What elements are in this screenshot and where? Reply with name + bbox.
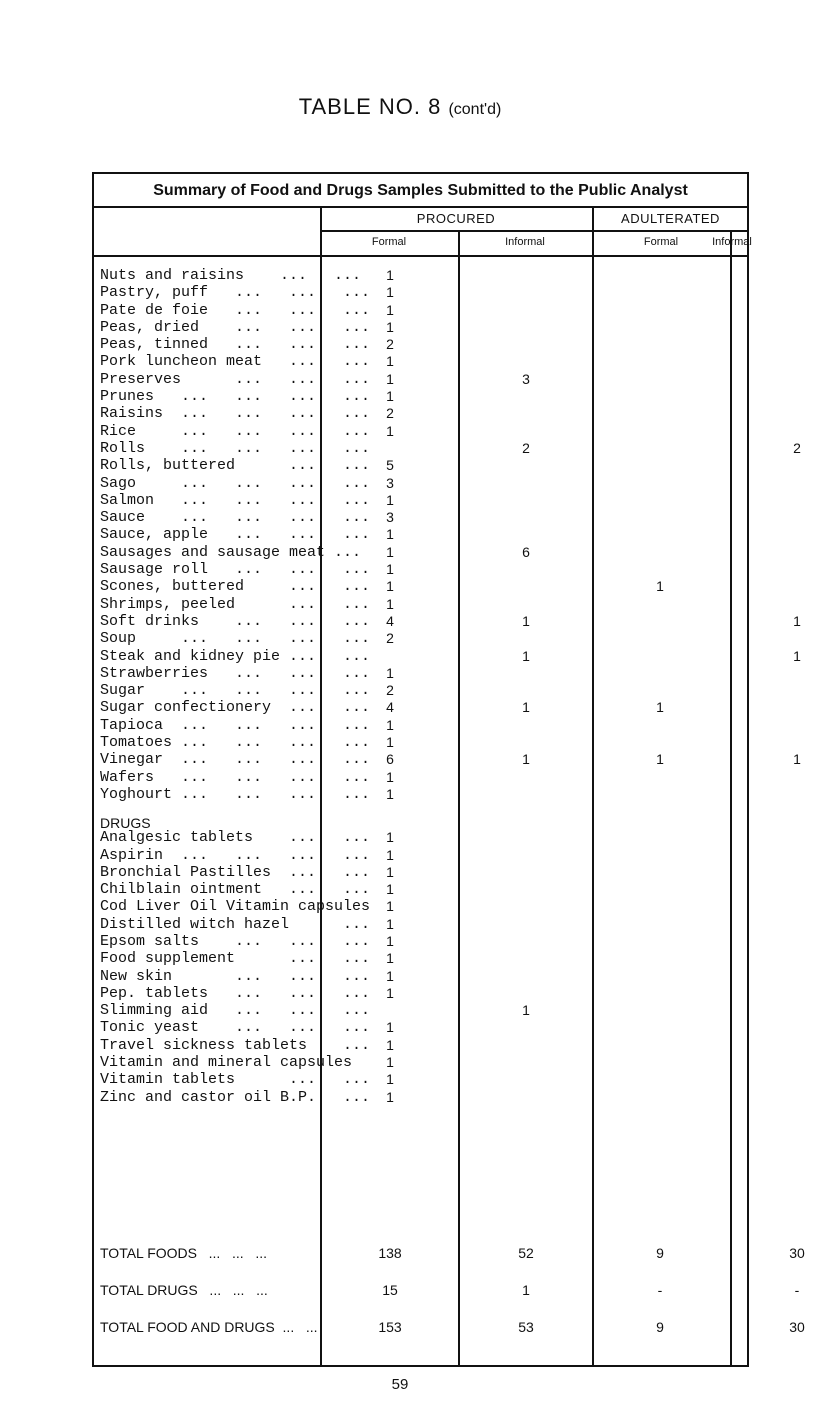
row-label: Prunes ... ... ... ... <box>100 388 371 406</box>
row-label: Yoghourt ... ... ... ... <box>100 785 371 803</box>
drugs-heading: DRUGS <box>100 815 151 832</box>
row-label: Pastry, puff ... ... ... <box>100 284 371 302</box>
row-label: Salmon ... ... ... ... <box>100 491 371 509</box>
row-label: Slimming aid ... ... ... <box>100 1002 371 1020</box>
table-row <box>94 950 747 967</box>
procured-formal-cell: 1 <box>386 768 394 785</box>
procured-formal-cell: 2 <box>386 630 394 647</box>
procured-informal-cell: 6 <box>522 543 530 560</box>
table-row <box>94 353 747 370</box>
group-adulterated: ADULTERATED <box>621 211 720 226</box>
drugs-section-heading <box>94 803 747 832</box>
row-label: Scones, buttered ... ... <box>100 578 371 596</box>
row-label: Wafers ... ... ... ... <box>100 768 371 786</box>
table-row <box>94 916 747 933</box>
procured-formal-cell: 1 <box>386 561 394 578</box>
row-label: Food supplement ... ... <box>100 950 371 968</box>
adulterated-formal-cell: 1 <box>656 751 664 768</box>
row-label: Zinc and castor oil B.P. ... <box>100 1088 371 1106</box>
table-row <box>94 1002 747 1019</box>
table-row <box>94 864 747 881</box>
procured-formal-cell: 5 <box>386 457 394 474</box>
row-label: Rolls ... ... ... ... <box>100 439 371 457</box>
table-row <box>94 665 747 682</box>
procured-formal-total: 153 <box>378 1319 402 1335</box>
table-row <box>94 336 747 353</box>
table-row <box>94 492 747 509</box>
row-label: Distilled witch hazel ... <box>100 915 371 933</box>
table-row <box>94 881 747 898</box>
header-divider <box>94 255 747 257</box>
row-label: Preserves ... ... ... <box>100 370 371 388</box>
procured-formal-cell: 1 <box>386 829 394 846</box>
table-row <box>94 699 747 716</box>
table-row <box>94 267 747 284</box>
procured-formal-cell: 3 <box>386 474 394 491</box>
procured-informal-cell: 2 <box>522 439 530 456</box>
total-label: TOTAL FOODS ... ... ... <box>100 1245 267 1261</box>
table-row <box>94 509 747 526</box>
table-row <box>94 475 747 492</box>
row-label: Sausage roll ... ... ... <box>100 561 371 579</box>
procured-formal-cell: 1 <box>386 578 394 595</box>
procured-formal-cell: 1 <box>386 491 394 508</box>
procured-informal-cell: 1 <box>522 647 530 664</box>
row-label: Sauce ... ... ... ... <box>100 509 371 527</box>
row-label: Peas, tinned ... ... ... <box>100 336 371 354</box>
procured-formal-cell: 1 <box>386 664 394 681</box>
adulterated-formal-cell: 1 <box>656 578 664 595</box>
row-label: New skin ... ... ... <box>100 967 371 985</box>
table-row <box>94 647 801 665</box>
table-row <box>94 682 747 699</box>
page-title <box>0 94 800 120</box>
table-row <box>94 457 747 474</box>
group-procured: PROCURED <box>416 211 496 226</box>
adulterated-informal-total: 30 <box>789 1319 805 1335</box>
row-label: Raisins ... ... ... ... <box>100 405 371 423</box>
table-row <box>94 302 747 319</box>
table-row <box>94 847 747 864</box>
row-label: Sugar confectionery ... ... <box>100 699 371 717</box>
row-label: Aspirin ... ... ... ... <box>100 846 371 864</box>
row-label: Tonic yeast ... ... ... <box>100 1019 371 1037</box>
total-row <box>94 1280 800 1300</box>
adulterated-formal-cell: 1 <box>656 699 664 716</box>
procured-informal-cell: 1 <box>522 1002 530 1019</box>
procured-formal-total: 15 <box>382 1282 398 1298</box>
table-row <box>94 526 747 543</box>
procured-formal-cell: 1 <box>386 595 394 612</box>
procured-formal-cell: 1 <box>386 950 394 967</box>
row-label: Chilblain ointment ... ... <box>100 881 371 899</box>
row-label: Nuts and raisins ... ... <box>100 267 362 284</box>
procured-informal-header: Informal <box>505 236 545 248</box>
row-label: Peas, dried ... ... ... <box>100 318 371 336</box>
procured-formal-cell: 1 <box>386 881 394 898</box>
row-label: Vitamin tablets ... ... <box>100 1071 371 1089</box>
procured-formal-header: Formal <box>371 236 407 248</box>
procured-formal-cell: 4 <box>386 612 394 629</box>
row-label: Sauce, apple ... ... ... <box>100 526 371 544</box>
procured-formal-cell: 1 <box>386 388 394 405</box>
total-label: TOTAL DRUGS ... ... ... <box>100 1282 268 1298</box>
title-suffix: (cont'd) <box>448 101 502 118</box>
table-row <box>94 544 747 561</box>
table-row <box>94 439 801 457</box>
table-row <box>94 829 747 846</box>
row-label: Pep. tablets ... ... ... <box>100 984 371 1002</box>
table-row <box>94 319 747 336</box>
row-label: Soup ... ... ... ... <box>100 630 371 648</box>
row-label: Shrimps, peeled ... ... <box>100 595 371 613</box>
table-row <box>94 596 747 613</box>
procured-formal-cell: 1 <box>386 301 394 318</box>
procured-formal-cell: 1 <box>386 846 394 863</box>
procured-formal-cell: 2 <box>386 405 394 422</box>
table-body <box>94 267 801 1106</box>
procured-formal-cell: 1 <box>386 734 394 751</box>
table-heading: Summary of Food and Drugs Samples Submitted to the Public Analyst <box>153 182 688 199</box>
summary-table <box>92 172 805 1367</box>
row-label: Soft drinks ... ... ... <box>100 612 371 630</box>
procured-informal-cell: 1 <box>522 751 530 768</box>
procured-formal-cell: 1 <box>386 284 394 301</box>
adulterated-formal-header: Formal <box>643 236 679 248</box>
procured-formal-cell: 4 <box>386 699 394 716</box>
group-divider <box>320 230 747 232</box>
procured-formal-cell: 1 <box>386 716 394 733</box>
row-label: Travel sickness tablets ... <box>100 1036 371 1054</box>
procured-formal-cell: 1 <box>386 1036 394 1053</box>
adulterated-informal-cell: 2 <box>793 439 801 456</box>
procured-formal-cell: 1 <box>386 915 394 932</box>
table-row <box>94 1054 747 1071</box>
procured-formal-cell: 1 <box>386 898 394 915</box>
adulterated-informal-total: - <box>794 1282 800 1298</box>
table-row <box>94 898 747 915</box>
procured-formal-cell: 1 <box>386 526 394 543</box>
table-row <box>94 968 747 985</box>
adulterated-informal-cell: 1 <box>793 612 801 629</box>
adulterated-formal-total: 9 <box>656 1245 664 1261</box>
page-number: 59 <box>391 1376 409 1393</box>
table-row <box>94 985 747 1002</box>
adulterated-informal-label: Informal <box>712 236 752 248</box>
table-row <box>94 1037 747 1054</box>
row-label: Epsom salts ... ... ... <box>100 932 371 950</box>
row-label: Vitamin and mineral capsules <box>100 1054 353 1072</box>
heading-divider <box>94 206 747 208</box>
procured-informal-total: 53 <box>518 1319 534 1335</box>
row-label: Vinegar ... ... ... ... <box>100 751 371 769</box>
adulterated-informal-total: 30 <box>789 1245 805 1261</box>
procured-formal-cell: 1 <box>386 422 394 439</box>
table-row <box>94 630 747 647</box>
procured-formal-cell: 1 <box>386 318 394 335</box>
row-label: Rolls, buttered ... ... <box>100 457 371 475</box>
procured-informal-cell: 1 <box>522 612 530 629</box>
table-row <box>94 284 747 301</box>
procured-informal-total: 1 <box>522 1282 530 1298</box>
table-row <box>94 423 747 440</box>
table-row <box>94 717 747 734</box>
row-label: Bronchial Pastilles ... ... <box>100 863 371 881</box>
row-label: Sugar ... ... ... ... <box>100 682 371 700</box>
table-row <box>94 751 801 769</box>
row-label: Pork luncheon meat ... ... <box>100 353 371 371</box>
procured-formal-cell: 2 <box>386 336 394 353</box>
row-label: Strawberries ... ... ... <box>100 664 371 682</box>
row-label: Sausages and sausage meat ... <box>100 543 362 561</box>
total-row <box>94 1317 805 1337</box>
procured-formal-cell: 6 <box>386 751 394 768</box>
row-label: Tomatoes ... ... ... ... <box>100 734 371 752</box>
procured-formal-cell: 1 <box>386 370 394 387</box>
procured-formal-cell: 3 <box>386 509 394 526</box>
procured-formal-cell: 1 <box>386 1019 394 1036</box>
procured-formal-cell: 2 <box>386 682 394 699</box>
procured-formal-cell: 1 <box>386 785 394 802</box>
table-row <box>94 786 747 803</box>
total-row <box>94 1243 805 1263</box>
table-row <box>94 578 747 595</box>
row-label: Steak and kidney pie ... ... <box>100 647 371 665</box>
procured-formal-cell: 1 <box>386 863 394 880</box>
table-row <box>94 769 747 786</box>
adulterated-informal-cell: 1 <box>793 751 801 768</box>
table-row <box>94 561 747 578</box>
procured-formal-cell: 1 <box>386 267 394 283</box>
procured-formal-total: 138 <box>378 1245 402 1261</box>
procured-informal-cell: 1 <box>522 699 530 716</box>
adulterated-formal-total: - <box>657 1282 663 1298</box>
adulterated-formal-total: 9 <box>656 1319 664 1335</box>
row-label: Rice ... ... ... ... <box>100 422 371 440</box>
table-row <box>94 1089 747 1106</box>
table-row <box>94 612 801 630</box>
table-row <box>94 371 747 388</box>
procured-informal-total: 52 <box>518 1245 534 1261</box>
row-label: Pate de foie ... ... ... <box>100 301 371 319</box>
row-label: Cod Liver Oil Vitamin capsules <box>100 898 371 916</box>
total-label: TOTAL FOOD AND DRUGS ... ... <box>100 1319 318 1335</box>
table-row <box>94 933 747 950</box>
procured-formal-cell: 1 <box>386 353 394 370</box>
procured-formal-cell: 1 <box>386 543 394 560</box>
procured-formal-cell: 1 <box>386 984 394 1001</box>
row-label: Analgesic tablets ... ... <box>100 829 371 847</box>
table-row <box>94 734 747 751</box>
table-number: TABLE NO. 8 <box>298 94 442 119</box>
table-row <box>94 388 747 405</box>
row-label: Sago ... ... ... ... <box>100 474 371 492</box>
row-label: Tapioca ... ... ... ... <box>100 716 371 734</box>
procured-formal-cell: 1 <box>386 967 394 984</box>
procured-formal-cell: 1 <box>386 1071 394 1088</box>
table-row <box>94 1019 747 1036</box>
procured-informal-cell: 3 <box>522 370 530 387</box>
adulterated-informal-cell: 1 <box>793 647 801 664</box>
procured-formal-cell: 1 <box>386 932 394 949</box>
table-row <box>94 1071 747 1088</box>
table-row <box>94 405 747 422</box>
procured-formal-cell: 1 <box>386 1054 394 1071</box>
procured-formal-cell: 1 <box>386 1088 394 1105</box>
